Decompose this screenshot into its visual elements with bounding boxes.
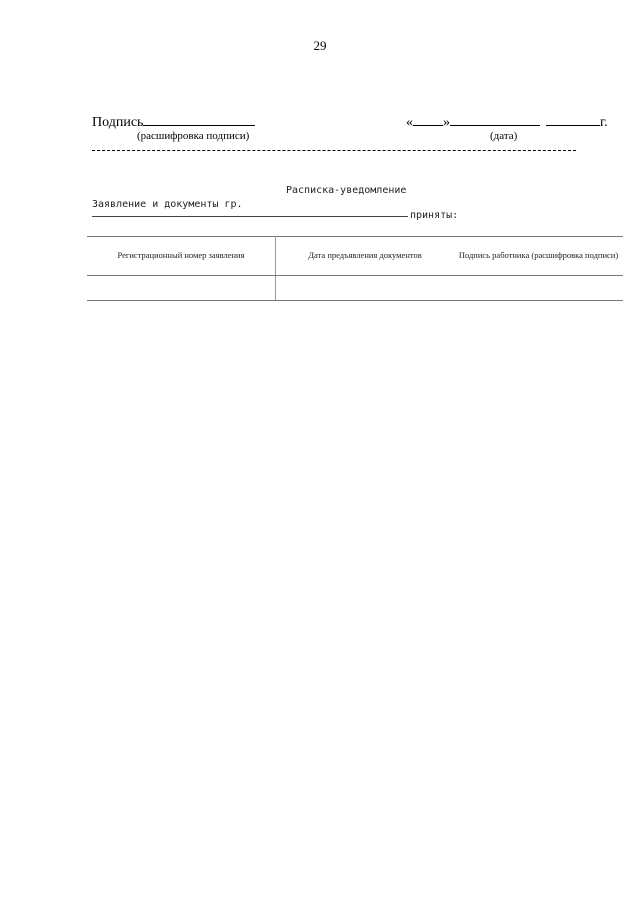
date-year-blank[interactable] [546, 113, 600, 126]
date-month-blank[interactable] [450, 113, 540, 126]
date-line [406, 113, 608, 131]
signature-blank[interactable] [143, 113, 255, 126]
employee-signature-cell[interactable] [454, 276, 623, 301]
receipt-statement: Заявление и документы гр. [92, 199, 243, 210]
receipt-table-header [87, 237, 623, 276]
receipt-title: Расписка-уведомление [286, 185, 407, 196]
page-number: 29 [313, 38, 327, 53]
header-registration-number: Регистрационный номер заявления [87, 237, 276, 276]
date-day-blank[interactable] [413, 113, 443, 126]
receipt-table [87, 236, 623, 301]
date-close-quote: » [443, 115, 450, 130]
table-row [87, 276, 623, 301]
date-caption: (дата) [490, 130, 518, 142]
signature-label: Подпись [92, 115, 144, 130]
applicant-name-blank[interactable] [92, 216, 408, 217]
submission-date-cell[interactable] [276, 276, 455, 301]
date-open-quote: « [406, 115, 413, 130]
date-year-suffix: г. [600, 115, 608, 130]
signature-line [92, 113, 255, 131]
header-submission-date: Дата предъявления документов [276, 237, 455, 276]
registration-number-cell[interactable] [87, 276, 276, 301]
header-employee-signature: Подпись работника (расшифровка подписи) [454, 237, 623, 276]
cut-line-divider [92, 150, 576, 151]
signature-caption: (расшифровка подписи) [137, 130, 250, 142]
receipt-accepted-label: приняты: [410, 210, 459, 221]
